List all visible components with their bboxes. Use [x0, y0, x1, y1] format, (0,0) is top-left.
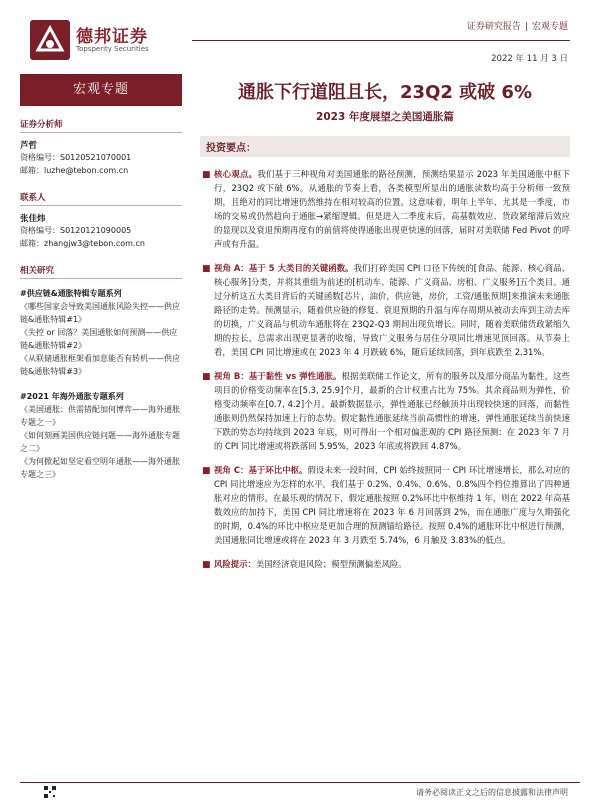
report-type: 证券研究报告	[466, 22, 521, 32]
report-title: 通胀下行道阻且长，23Q2 或破 6%	[238, 82, 532, 103]
paragraph-body: 根据美联储工作论文，所有的服务以及部分商品为黏性，这些项目的价格变动频率在[5.3, 25.9]个月，最新的合计权重占比为 75%。其余商品则为弹性，价格变动频率在[0.7, 4.2]个月。最新数据显示，弹性通胀已经触顶并出现较快速的回落，而黏性通胀则仍然保持加速上行的态势。假定黏性通胀延续当前高惯性的增速、弹性通胀延续当前快速下跌的势态均持续到 2023 年底，则可得出一个相对偏悲观的 CPI 路径预测：在 2023 年 7 月的 CPI 同比增速或将跌落回 5.95%，2023 年底或将跌回 4.87%。	[214, 371, 571, 451]
analyst-email[interactable]: 邮箱：luzhe@tebon.com.cn	[20, 166, 129, 175]
brand-name-cn: 德邦证券	[76, 27, 148, 47]
paragraph-lead: 视角 B：基于黏性 vs 弹性通胀。	[214, 371, 342, 381]
paragraph-body: 美国经济衰退风险；模型预测偏差风险。	[255, 559, 407, 569]
bullet-icon: ■	[202, 264, 211, 274]
report-subtitle: 2023 年度展望之美国通胀篇	[316, 111, 454, 123]
paragraph-body: 我们基于三种视角对美国通胀的路径预测，预测结果显示 2023 年美国通胀中枢下行，23Q2 或下破 6%。从通胀的节奏上看，各类模型所显出的通胀读数均高于分析师一致预期，且绝对的同比增速仍然维持在相对较高的位置。这意味着，明年上半年、尤其是一季度，市场的交易或仍然趋向于通胀→紧缩逻辑。但是进入二季度末后，高基数效应、货政紧缩滞后效应的显现以及衰退预期再度有的前值将使得通胀出现更快速的回落，届时对美联储 Fed Pivot 的呼声或有升温。	[214, 169, 571, 249]
qr-code-icon	[44, 786, 56, 798]
contact-name: 张佳炜	[20, 214, 46, 224]
key-point-paragraph	[200, 463, 570, 547]
bullet-icon: ■	[202, 170, 211, 180]
risk-warning-paragraph	[200, 557, 570, 571]
sidebar	[20, 74, 182, 481]
related-report-link[interactable]: 《美国通胀：供需错配加何博弈——海外通胀专题之一》	[20, 405, 180, 427]
footer-rule	[20, 782, 580, 783]
report-category: 宏观专题	[531, 22, 568, 32]
related-report-link[interactable]: 《从联储通胀框架看加息能否有转机——供应链&通胀特辑#3》	[20, 354, 180, 376]
paragraph-lead: 视角 A：基于 5 大类目的关键函数。	[214, 263, 354, 273]
paragraph-body: 假设未来一段时间，CPI 始终按照同一 CPI 环比增速增长，那么对应的 CPI 同比增速应为怎样的水平。我们基于 0.2%、0.4%、0.6%、0.8%四个档位推算出了四种通胀对应的情形。在最乐观的情况下，假定通胀按照 0.2%环比中枢维持 1 年，则在 2022 年高基数效应的加持下，美国 CPI 同比增速将在 2023 年 6 月回落到 2%，而在通胀广度与久期强化的时期，0.4%的环比中枢应是更加合理的预测锚给路径。按照 0.4%的通胀环比中枢进行预测，美国通胀同比增速或将在 2023 年 3 月跌至 5.74%，6 月触及 3.83%的低点。	[214, 465, 570, 545]
report-date: 2022 年 11 月 3 日	[491, 54, 568, 64]
related-report-link[interactable]: 《哪些国家会导致美国通胀风险失控——供应链&通胀特辑#1》	[20, 302, 180, 324]
related-report-link[interactable]: 《失控 or 回落？美国通胀如何预测——供应链&通胀特辑#2》	[20, 328, 178, 350]
related-group-title: #供应链&通胀特辑专题系列	[20, 289, 122, 298]
key-point-paragraph	[200, 369, 570, 453]
paragraph-lead: 视角 C：基于环比中枢。	[214, 465, 308, 475]
related-group-title: #2021 年海外通胀专题系列	[20, 392, 124, 401]
paragraph-body: 我们打碎美国 CPI 口径下传统的[食品、能源、核心商品、核心服务]分类，并将其重组为前述的[机动车、能源、广义商品、房租、广义服务]五个类目。通过分析这五大类目背后的关键函数[芯片，油价，供应链，房价，工资/通胀预期]来推演未来通胀路径的走势。预测显示，随着供应链的修复、衰退预期的升温与库存周期从被动去库到主动去库的切换，广义商品与机动车通胀将在 23Q2-Q3 期间出现负增长。同时，随着美联储货政紧缩久期的拉长，总需求出现更显著的收缩，导致广义服务与居住分项同比增速见顶回落。从节奏上看，美国 CPI 同比增速或在 2023 年 4 月跌破 6%，随后延续回落，到年底跌至 2.31%。	[214, 263, 570, 357]
report-type-line	[467, 19, 568, 32]
analyst-name: 芦哲	[20, 141, 38, 151]
legal-disclaimer: 请务必阅读正文之后的信息披露和法律声明	[416, 788, 568, 797]
paragraph-lead: 核心观点。	[214, 169, 258, 179]
bullet-icon: ■	[202, 560, 211, 570]
brand-logo	[30, 20, 190, 60]
header-separator: |	[524, 22, 528, 32]
category-badge: 宏观专题	[20, 74, 182, 106]
brand-name-en: Topsperity Securities	[76, 45, 149, 53]
paragraph-lead: 风险提示：	[214, 559, 256, 569]
key-point-paragraph	[200, 167, 570, 251]
contact-email[interactable]: 邮箱：zhangjw3@tebon.com.cn	[20, 239, 145, 248]
header-rule	[192, 40, 570, 41]
contact-section-heading: 联系人	[20, 191, 182, 206]
brand-logo-icon	[30, 20, 70, 60]
bullet-icon: ■	[202, 466, 211, 476]
analyst-section-heading: 证券分析师	[20, 118, 182, 133]
analyst-license: 资格编号：S0120521070001	[20, 153, 132, 162]
investment-points-heading: 投资要点：	[200, 136, 570, 157]
related-section-heading: 相关研究	[20, 264, 182, 279]
key-point-paragraph	[200, 261, 570, 359]
related-report-link[interactable]: 《如何刻画美国供应链问题——海外通胀专题之二》	[20, 431, 180, 453]
related-report-link[interactable]: 《为何掀起如坚定看空明年通胀——海外通胀专题之三》	[20, 457, 180, 479]
bullet-icon: ■	[202, 372, 211, 382]
main-content	[200, 74, 570, 571]
contact-license: 资格编号：S0120121090005	[20, 226, 132, 235]
